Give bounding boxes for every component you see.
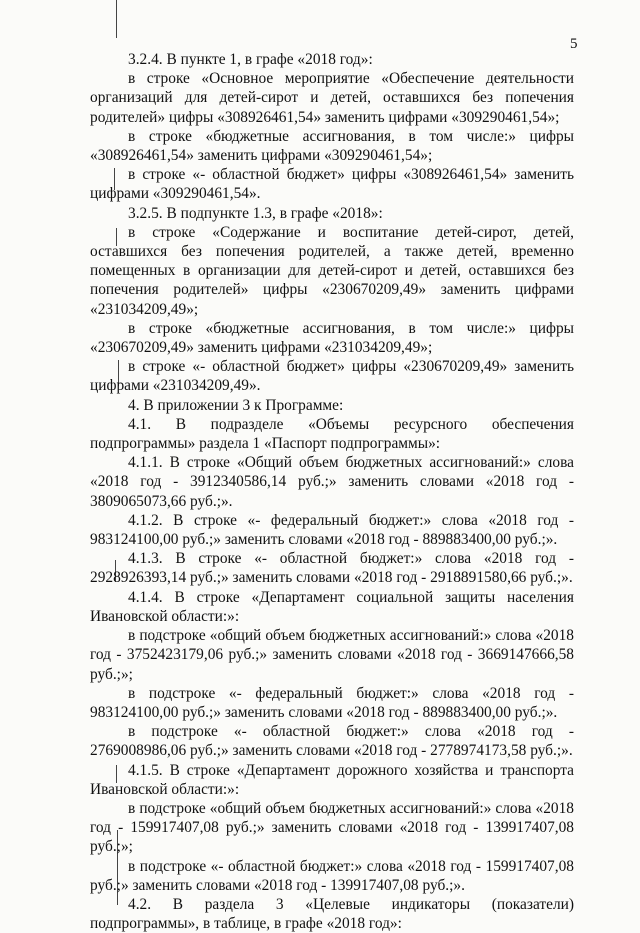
paragraph: 4.1.3. В строке «- областной бюджет:» слова «2018 год - 2928926393,14 руб.;» заменить словами «2018 год - 2918891580,66 руб.;». — [90, 550, 574, 587]
paragraph: в подстроке «- федеральный бюджет:» слова «2018 год - 983124100,00 руб.;» заменить словами «2018 год - 889883400,00 руб.;». — [90, 684, 574, 721]
paragraph: в подстроке «общий объем бюджетных ассигнований:» слова «2018 год - 159917407,08 руб.;» заменить словами «2018 год - 139917407,08 руб.;»; — [90, 799, 574, 856]
page-number: 5 — [570, 36, 578, 52]
paragraph: 4.1.1. В строке «Общий объем бюджетных ассигнований:» слова «2018 год - 3912340586,14 руб.;» заменить словами «2018 год - 3809065073,66 руб.;». — [90, 454, 574, 510]
paragraph: в строке «бюджетные ассигнования, в том числе:» цифры «230670209,49» заменить цифрами «231034209,49»; — [90, 319, 574, 357]
paragraph: 4.1. В подразделе «Объемы ресурсного обеспечения подпрограммы» раздела 1 «Паспорт подпрограммы»: — [90, 415, 574, 453]
paragraph: в подстроке «- областной бюджет:» слова «2018 год - 2769008986,06 руб.;» заменить словами «2018 год - 2778974173,58 руб.;». — [90, 723, 574, 760]
paragraph: в строке «- областной бюджет» цифры «308926461,54» заменить цифрами «309290461,54». — [90, 166, 574, 203]
paragraph: 4.1.2. В строке «- федеральный бюджет:» слова «2018 год - 983124100,00 руб.;» заменить словами «2018 год - 889883400,00 руб.;». — [90, 511, 574, 549]
paragraph: 4.1.4. В строке «Департамент социальной защиты населения Ивановской области:»: — [90, 588, 574, 625]
paragraph: в подстроке «общий объем бюджетных ассигнований:» слова «2018 год - 3752423179,06 руб.;» заменить словами «2018 год - 3669147666,58 руб.;»; — [90, 627, 574, 683]
paragraph: в строке «Содержание и воспитание детей-сирот, детей, оставшихся без попечения родителей, а также детей, временно помещенных в организации для детей-сирот и детей, оставшихся без попечения родителей» цифры «230670209,49» заменить цифрами «231034209,49»; — [90, 223, 574, 318]
paragraph: в строке «- областной бюджет» цифры «230670209,49» заменить цифрами «231034209,49». — [90, 358, 574, 395]
document-body — [90, 50, 574, 933]
paragraph: в подстроке «- областной бюджет:» слова «2018 год - 159917407,08 руб.;» заменить словами «2018 год - 139917407,08 руб.;». — [90, 857, 574, 894]
paragraph: 4.2. В раздела 3 «Целевые индикаторы (показатели) подпрограммы», в таблице, в графе «2018 год»: — [90, 895, 574, 933]
paragraph: 4.1.5. В строке «Департамент дорожного хозяйства и транспорта Ивановской области:»: — [90, 761, 574, 798]
paragraph: в строке «Основное мероприятие «Обеспечение деятельности организаций для детей-сирот и детей, оставшихся без попечения родителей» цифры «308926461,54» заменить цифрами «309290461,54»; — [90, 70, 574, 126]
paragraph: в строке «бюджетные ассигнования, в том числе:» цифры «308926461,54» заменить цифрами «309290461,54»; — [90, 127, 574, 165]
paragraph: 3.2.5. В подпункте 1.3, в графе «2018»: — [128, 204, 383, 222]
paragraph: 3.2.4. В пункте 1, в графе «2018 год»: — [128, 51, 373, 68]
scan-artifact-line — [116, 0, 117, 38]
paragraph: 4. В приложении 3 к Программе: — [128, 396, 344, 414]
